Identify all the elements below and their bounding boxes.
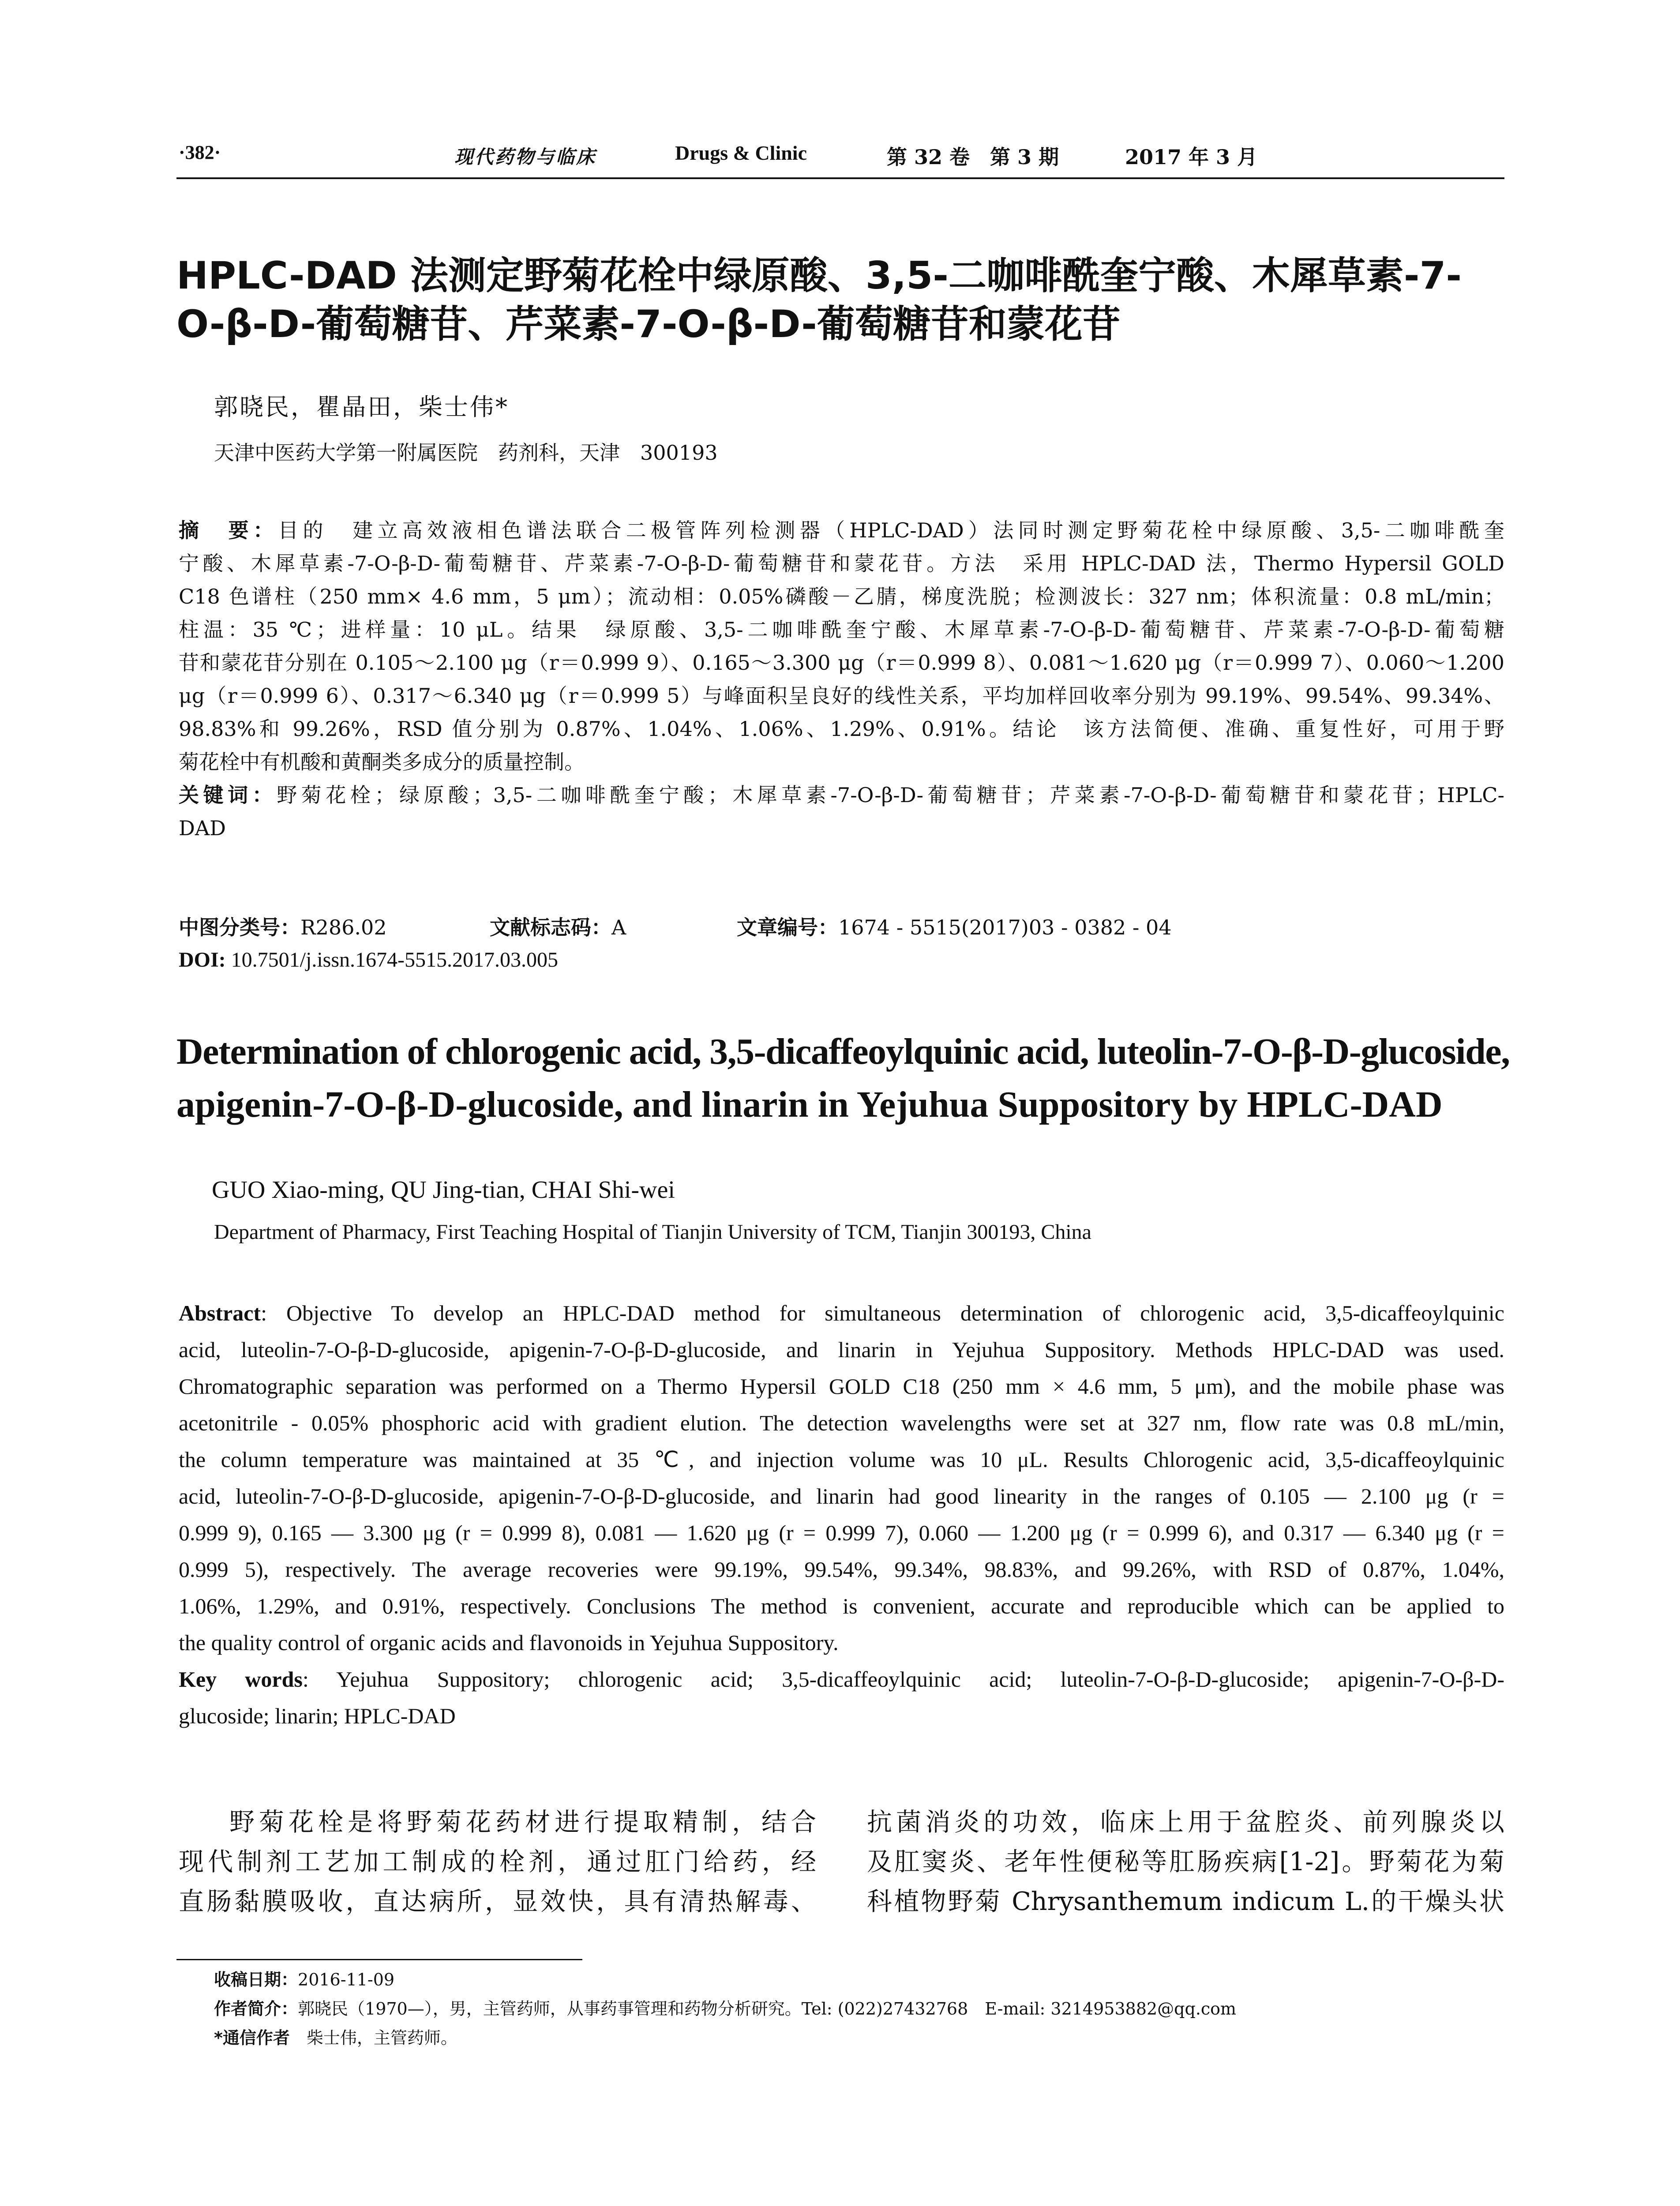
keywords-cn-line2: DAD (179, 816, 226, 840)
corresponding-value: 柴士伟，主管药师。 (306, 2028, 458, 2048)
body-line: 野菊花栓是将野菊花药材进行提取精制，结合 (229, 1808, 816, 1837)
author-bio-label: 作者简介： (214, 1999, 298, 2018)
abstract-en-line: acetonitrile - 0.05% phosphoric acid with gradient elution. The detection wavelengths were set at 327 nm, flow rate was 0.8 mL/min, (179, 1411, 1504, 1435)
issue-date: 2017 年 3 月 (1125, 145, 1258, 169)
abstract-en-line: acid, luteolin-7-O-β-D-glucoside, apigenin-7-O-β-D-glucoside, and linarin had good linearity in the ranges of 0.105 — 2.100 μg (r = (179, 1484, 1504, 1508)
abstract-en-line: 0.999 5), respectively. The average recoveries were 99.19%, 99.54%, 99.34%, 98.83%, and 99.26%, with RSD of 0.87%, 1.04%, (179, 1557, 1504, 1582)
abstract-en-line: the column temperature was maintained at 35 ℃, and injection volume was 10 μL. Results Chlorogenic acid, 3,5-dicaffeoylquinic (179, 1447, 1504, 1472)
article-value: 1674 - 5515(2017)03 - 0382 - 04 (838, 915, 1172, 939)
abstract-cn-line: 菊花栓中有机酸和黄酮类多成分的质量控制。 (179, 750, 585, 774)
affiliation-en: Department of Pharmacy, First Teaching Hospital of Tianjin University of TCM, Tianjin 300193, China (214, 1220, 1091, 1244)
body-line: 科植物野菊 Chrysanthemum indicum L.的干燥头状 (867, 1887, 1504, 1916)
clc-label: 中图分类号： (179, 915, 300, 939)
volume-issue: 第 32 卷 第 3 期 (887, 145, 1059, 169)
body-line: 抗菌消炎的功效，临床上用于盆腔炎、前列腺炎以 (867, 1808, 1504, 1837)
abstract-en-line: the quality control of organic acids and flavonoids in Yejuhua Suppository. (179, 1630, 839, 1655)
doi-label: DOI: (179, 948, 226, 972)
received-value: 2016-11-09 (298, 1970, 395, 1989)
body-left-column (179, 1802, 816, 1921)
abstract-en-label: Abstract (179, 1301, 261, 1325)
abstract-en: Abstract: Objective To develop an HPLC-DAD method for simultaneous determination of chlorogenic acid, 3,5-dicaffeoylquinic acid, luteolin-7-O-β-D-glucoside, apigenin-7-O-β-D-glucoside, and linarin in Yejuhua Suppository. Methods HPLC-DAD was used. Chromatographic separation was performed on a Thermo Hypersil GOLD C18 (250 mm × 4.6 mm, 5 μm), and the mobile phase was acetonitrile - 0.05% phosphoric acid with gradient elution. The detection wavelengths were set at 327 nm, flow rate was 0.8 mL/min, the column temperature was maintained at 35 ℃, and injection volume was 10 μL. Results Chlorogenic acid, 3,5-dicaffeoylquinic acid, luteolin-7-O-β-D-glucoside, apigenin-7-O-β-D-glucoside, and linarin had good linearity in the ranges of 0.105 — 2.100 μg (r = 0.999 9), 0.165 — 3.300 μg (r = 0.999 8), 0.081 — 1.620 μg (r = 0.999 7), 0.060 — 1.200 μg (r = 0.999 6), and 0.317 — 6.340 μg (r = 0.999 5), respectively. The average recoveries were 99.19%, 99.54%, 99.34%, 98.83%, and 99.26%, with RSD of 0.87%, 1.04%, 1.06%, 1.29%, and 0.91%, respectively. Conclusions The method is convenient, accurate and reproducible which can be applied to the quality control of organic acids and flavonoids in Yejuhua Suppository. Key words: Yejuhua Suppository; chlorogenic acid; 3,5-dicaffeoylquinic acid; luteolin-7-O-β-D-glucoside; apigenin-7-O-β-D- glucoside; linarin; HPLC-DAD (179, 1295, 1504, 1734)
abstract-cn-line: μg（r＝0.999 6）、0.317～6.340 μg（r＝0.999 5）与峰面积呈良好的线性关系，平均加样回收率分别为 99.19%、99.54%、99.34%、 (179, 684, 1504, 708)
abstract-en-line: 1.06%, 1.29%, and 0.91%, respectively. Conclusions The method is convenient, accurate and reproducible which can be applied to (179, 1594, 1504, 1618)
title-en-line2: apigenin-7-O-β-D-glucoside, and linarin in Yejuhua Suppository by HPLC-DAD (176, 1084, 1443, 1125)
keywords-en-label: Key words (179, 1667, 303, 1692)
title-en-line1: Determination of chlorogenic acid, 3,5-dicaffeoylquinic acid, luteolin-7-O-β-D-glucoside, (176, 1031, 1510, 1072)
received-label: 收稿日期： (214, 1970, 298, 1989)
doc-label: 文献标志码： (490, 915, 611, 939)
header-rule (176, 177, 1504, 179)
body-line: 直肠黏膜吸收，直达病所，显效快，具有清热解毒、 (179, 1887, 816, 1916)
abstract-en-line: Objective To develop an HPLC-DAD method for simultaneous determination of chlorogenic acid, 3,5-dicaffeoylquinic (286, 1301, 1504, 1325)
body-line: 及肛窦炎、老年性便秘等肛肠疾病[1-2]。野菊花为菊 (867, 1847, 1504, 1876)
footnote-received (214, 1969, 394, 1991)
footnote-corresponding (214, 2027, 458, 2049)
body-right-column (867, 1802, 1504, 1921)
doi-value: 10.7501/j.issn.1674-5515.2017.03.005 (231, 948, 559, 972)
page-number: ·382· (179, 142, 221, 163)
footnote-rule (176, 1959, 582, 1960)
doc-code (490, 911, 626, 944)
abstract-cn (179, 514, 1504, 845)
abstract-en-line: 0.999 9), 0.165 — 3.300 μg (r = 0.999 8), 0.081 — 1.620 μg (r = 0.999 7), 0.060 — 1.200 μg (r = 0.999 6), and 0.317 — 6.340 μg (r = (179, 1520, 1504, 1545)
journal-name-cn: 现代药物与临床 (454, 146, 597, 168)
abstract-cn-line: 98.83%和 99.26%，RSD 值分别为 0.87%、1.04%、1.06%、1.29%、0.91%。结论 该方法简便、准确、重复性好，可用于野 (179, 717, 1504, 741)
body-line: 现代制剂工艺加工制成的栓剂，通过肛门给药，经 (179, 1847, 816, 1876)
affiliation-cn: 天津中医药大学第一附属医院 药剂科，天津 300193 (214, 441, 718, 465)
keywords-en-line2: glucoside; linarin; HPLC-DAD (179, 1703, 456, 1728)
keywords-en-line1: Yejuhua Suppository; chlorogenic acid; 3,5-dicaffeoylquinic acid; luteolin-7-O-β-D-glucoside; apigenin-7-O-β-D- (336, 1667, 1504, 1692)
abstract-en-line: Chromatographic separation was performed on a Thermo Hypersil GOLD C18 (250 mm × 4.6 mm, 5 μm), and the mobile phase was (179, 1374, 1504, 1399)
title-cn-line2: O-β-D-葡萄糖苷、芹菜素-7-O-β-D-葡萄糖苷和蒙花苷 (176, 302, 1121, 346)
journal-name-en: Drugs & Clinic (675, 142, 807, 164)
clc-code (179, 911, 387, 944)
abstract-cn-label: 摘 要： (179, 518, 278, 542)
authors-en: GUO Xiao-ming, QU Jing-tian, CHAI Shi-wei (212, 1176, 675, 1204)
abstract-cn-line: 柱温：35 ℃；进样量：10 μL。结果 绿原酸、3,5-二咖啡酰奎宁酸、木犀草素-7-O-β-D-葡萄糖苷、芹菜素-7-O-β-D-葡萄糖 (179, 618, 1504, 642)
article-number (737, 911, 1172, 944)
abstract-cn-line: 宁酸、木犀草素-7-O-β-D-葡萄糖苷、芹菜素-7-O-β-D-葡萄糖苷和蒙花苷。方法 采用 HPLC-DAD 法，Thermo Hypersil GOLD (179, 552, 1504, 575)
keywords-cn-label: 关键词： (179, 783, 277, 807)
doc-value: A (611, 915, 626, 939)
abstract-cn-line: 苷和蒙花苷分别在 0.105～2.100 μg（r＝0.999 9）、0.165～3.300 μg（r＝0.999 8）、0.081～1.620 μg（r＝0.999 7）、0.060～1.200 (179, 651, 1504, 675)
clc-value: R286.02 (300, 915, 387, 939)
article-label: 文章编号： (737, 915, 838, 939)
keywords-cn-line1: 野菊花栓；绿原酸；3,5-二咖啡酰奎宁酸；木犀草素-7-O-β-D-葡萄糖苷；芹菜素-7-O-β-D-葡萄糖苷和蒙花苷；HPLC- (277, 783, 1505, 807)
abstract-cn-line: 目的 建立高效液相色谱法联合二极管阵列检测器（HPLC-DAD）法同时测定野菊花栓中绿原酸、3,5-二咖啡酰奎 (278, 518, 1504, 542)
title-cn-line1: HPLC-DAD 法测定野菊花栓中绿原酸、3,5-二咖啡酰奎宁酸、木犀草素-7- (176, 254, 1462, 298)
abstract-en-line: acid, luteolin-7-O-β-D-glucoside, apigenin-7-O-β-D-glucoside, and linarin in Yejuhua Suppository. Methods HPLC-DAD was used. (179, 1337, 1504, 1362)
author-bio-value: 郭晓民（1970—），男，主管药师，从事药事管理和药物分析研究。Tel: (022)27432768 E-mail: 3214953882@qq.com (298, 1999, 1237, 2018)
abstract-cn-line: C18 色谱柱（250 mm× 4.6 mm，5 μm）；流动相：0.05%磷酸－乙腈，梯度洗脱；检测波长：327 nm；体积流量：0.8 mL/min； (179, 585, 1504, 608)
footnote-author (214, 1998, 1236, 2020)
authors-cn: 郭晓民，瞿晶田，柴士伟* (214, 393, 509, 421)
corresponding-label: *通信作者 (214, 2028, 290, 2048)
doi (179, 948, 558, 972)
